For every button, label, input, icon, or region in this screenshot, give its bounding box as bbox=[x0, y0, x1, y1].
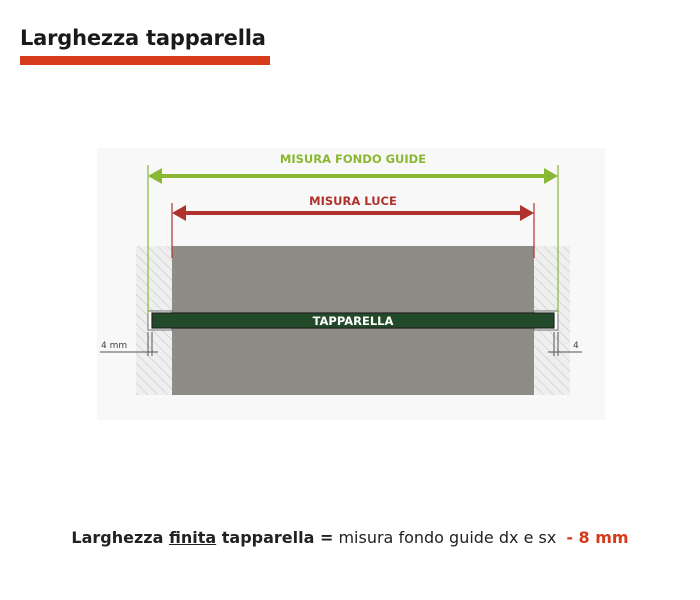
formula-deduction: - 8 mm bbox=[566, 528, 629, 547]
formula-part-3: tapparella = bbox=[216, 528, 334, 547]
formula-part-finita: finita bbox=[168, 528, 217, 547]
page-title: Larghezza tapparella bbox=[20, 26, 266, 50]
width-formula bbox=[0, 528, 700, 547]
shutter-label: TAPPARELLA bbox=[312, 314, 394, 328]
left-gap-label: 4 mm bbox=[101, 341, 128, 351]
guide-dimension-label: MISURA FONDO GUIDE bbox=[279, 152, 427, 166]
right-gap-label: 4 bbox=[573, 341, 579, 351]
formula-part-1: Larghezza bbox=[71, 528, 169, 547]
luce-dimension-label: MISURA LUCE bbox=[309, 194, 397, 208]
formula-part-4: misura fondo guide dx e sx bbox=[333, 528, 557, 547]
